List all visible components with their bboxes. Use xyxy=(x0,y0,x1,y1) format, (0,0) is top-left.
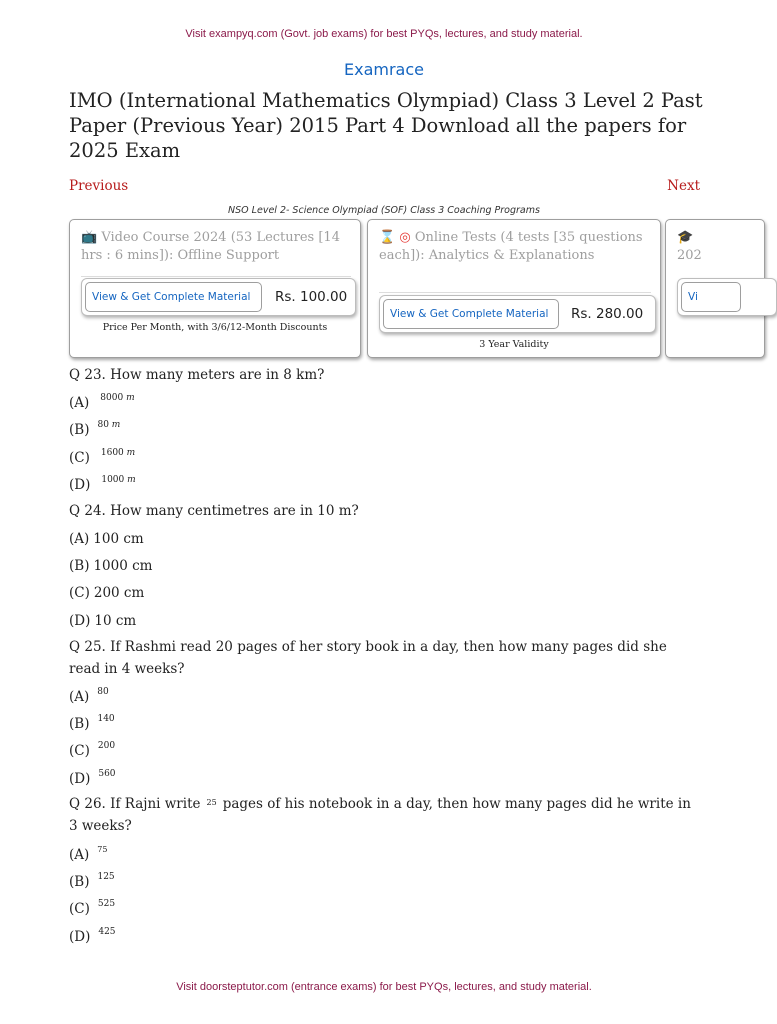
option-label: (A) xyxy=(69,846,90,863)
option-label: (A) xyxy=(69,395,90,411)
question-stem: Q 23. How many meters are in 8 km? xyxy=(69,367,325,383)
course-cards-carousel[interactable] xyxy=(69,219,702,359)
option-value: 1600 m xyxy=(100,447,136,458)
video-course-icon: 📺 xyxy=(81,230,98,245)
option-value: 1000 cm xyxy=(93,558,153,575)
option-value: 560 xyxy=(98,768,116,779)
buy-box xyxy=(677,278,777,316)
question-stem: Q 25. If Rashmi read 20 pages of her story book in a day, then how many pages did she read in 4 weeks? xyxy=(69,638,667,677)
card-title[interactable] xyxy=(677,229,757,264)
option-value: 200 xyxy=(97,741,116,752)
option[interactable] xyxy=(69,924,699,951)
buy-box xyxy=(379,295,656,333)
option[interactable] xyxy=(69,766,699,792)
view-material-button[interactable]: View & Get Complete Material xyxy=(85,282,262,312)
view-material-button[interactable]: Vi xyxy=(681,282,741,312)
question-stem-start: Q 26. If Rajni write xyxy=(69,795,201,812)
card-divider xyxy=(81,276,351,277)
option-label: (B) xyxy=(69,558,90,575)
question-stem: Q 24. How many centimetres are in 10 m? xyxy=(69,502,359,519)
previous-link[interactable]: Previous xyxy=(69,178,129,194)
option-value: 200 cm xyxy=(93,585,145,602)
option-value: 80 m xyxy=(97,420,121,431)
price: Rs. 280.00 xyxy=(571,306,644,322)
course-card-online-tests xyxy=(367,219,661,358)
option[interactable] xyxy=(69,608,699,636)
card-title[interactable] xyxy=(379,229,654,264)
option[interactable] xyxy=(69,417,699,444)
card-title[interactable] xyxy=(81,229,356,264)
card-title-text: Video Course 2024 (53 Lectures [14 hrs : 6 mins]): Offline Support xyxy=(81,230,340,263)
option-label: (D) xyxy=(69,928,91,945)
price: Rs. 100.00 xyxy=(275,289,348,305)
option-label: (A) xyxy=(69,688,90,705)
option[interactable] xyxy=(69,445,699,472)
option-value: 125 xyxy=(97,871,115,882)
option[interactable] xyxy=(69,711,699,738)
option[interactable] xyxy=(69,842,699,869)
option[interactable] xyxy=(69,472,699,500)
option[interactable] xyxy=(69,684,699,711)
card-title-text: Online Tests (4 tests [35 questions each]): Analytics & Explanations xyxy=(379,230,643,263)
question-stem-number: 25 xyxy=(206,797,217,807)
option-value: 525 xyxy=(97,899,116,910)
option[interactable] xyxy=(69,526,699,553)
option[interactable] xyxy=(69,390,699,417)
question-stem-end: pages of his notebook in a day, then how many pages did he write in 3 weeks? xyxy=(69,795,691,834)
option-label: (A) xyxy=(69,530,90,547)
graduation-cap-icon: 🎓 xyxy=(677,230,694,245)
option-label: (B) xyxy=(69,716,90,733)
bottom-promo-banner[interactable]: Visit doorsteptutor.com (entrance exams) for best PYQs, lectures, and study material. xyxy=(176,981,592,993)
site-name-link[interactable]: Examrace xyxy=(344,60,424,79)
card-title-text: 202 xyxy=(677,247,702,263)
option-value: 80 xyxy=(97,686,109,697)
option-label: (C) xyxy=(69,449,90,466)
option[interactable] xyxy=(69,553,699,580)
option-label: (D) xyxy=(69,476,91,493)
buy-box xyxy=(81,278,356,316)
option[interactable] xyxy=(69,738,699,765)
question-list xyxy=(69,364,699,951)
option-value: 140 xyxy=(97,714,115,725)
ad-caption: NSO Level 2- Science Olympiad (SOF) Class 3 Coaching Programs xyxy=(228,205,540,216)
hourglass-icon: ⌛ xyxy=(379,230,396,245)
option-value: 1000 m xyxy=(101,474,136,485)
top-promo-banner[interactable]: Visit exampyq.com (Govt. job exams) for best PYQs, lectures, and study material. xyxy=(185,28,583,40)
option-value: 10 cm xyxy=(94,612,137,629)
option-label: (B) xyxy=(69,873,90,890)
option[interactable] xyxy=(69,896,699,923)
validity-note: 3 Year Validity xyxy=(479,339,549,350)
option-label: (C) xyxy=(69,743,90,760)
option-label: (C) xyxy=(69,901,90,918)
option-value: 100 cm xyxy=(93,530,144,547)
option-label: (D) xyxy=(69,770,91,787)
option-label: (B) xyxy=(69,422,90,439)
question-stem xyxy=(69,792,699,842)
option-value: 75 xyxy=(97,844,108,854)
card-divider xyxy=(379,292,651,293)
course-card-video xyxy=(69,219,361,358)
course-card-partial xyxy=(665,219,765,358)
option[interactable] xyxy=(69,580,699,607)
page-title: IMO (International Mathematics Olympiad) Class 3 Level 2 Past Paper (Previous Year) 2015 Part 4 Download all the papers for 2025 Exam xyxy=(69,89,703,162)
view-material-button[interactable]: View & Get Complete Material xyxy=(383,299,559,329)
option-label: (D) xyxy=(69,612,91,629)
price-note: Price Per Month, with 3/6/12-Month Discounts xyxy=(102,322,328,333)
option[interactable] xyxy=(69,869,699,896)
target-icon: ◎ xyxy=(399,230,411,245)
option-value: 8000 m xyxy=(100,393,135,403)
option-value: 425 xyxy=(98,926,116,937)
next-link[interactable]: Next xyxy=(667,178,700,194)
option-label: (C) xyxy=(69,585,90,602)
